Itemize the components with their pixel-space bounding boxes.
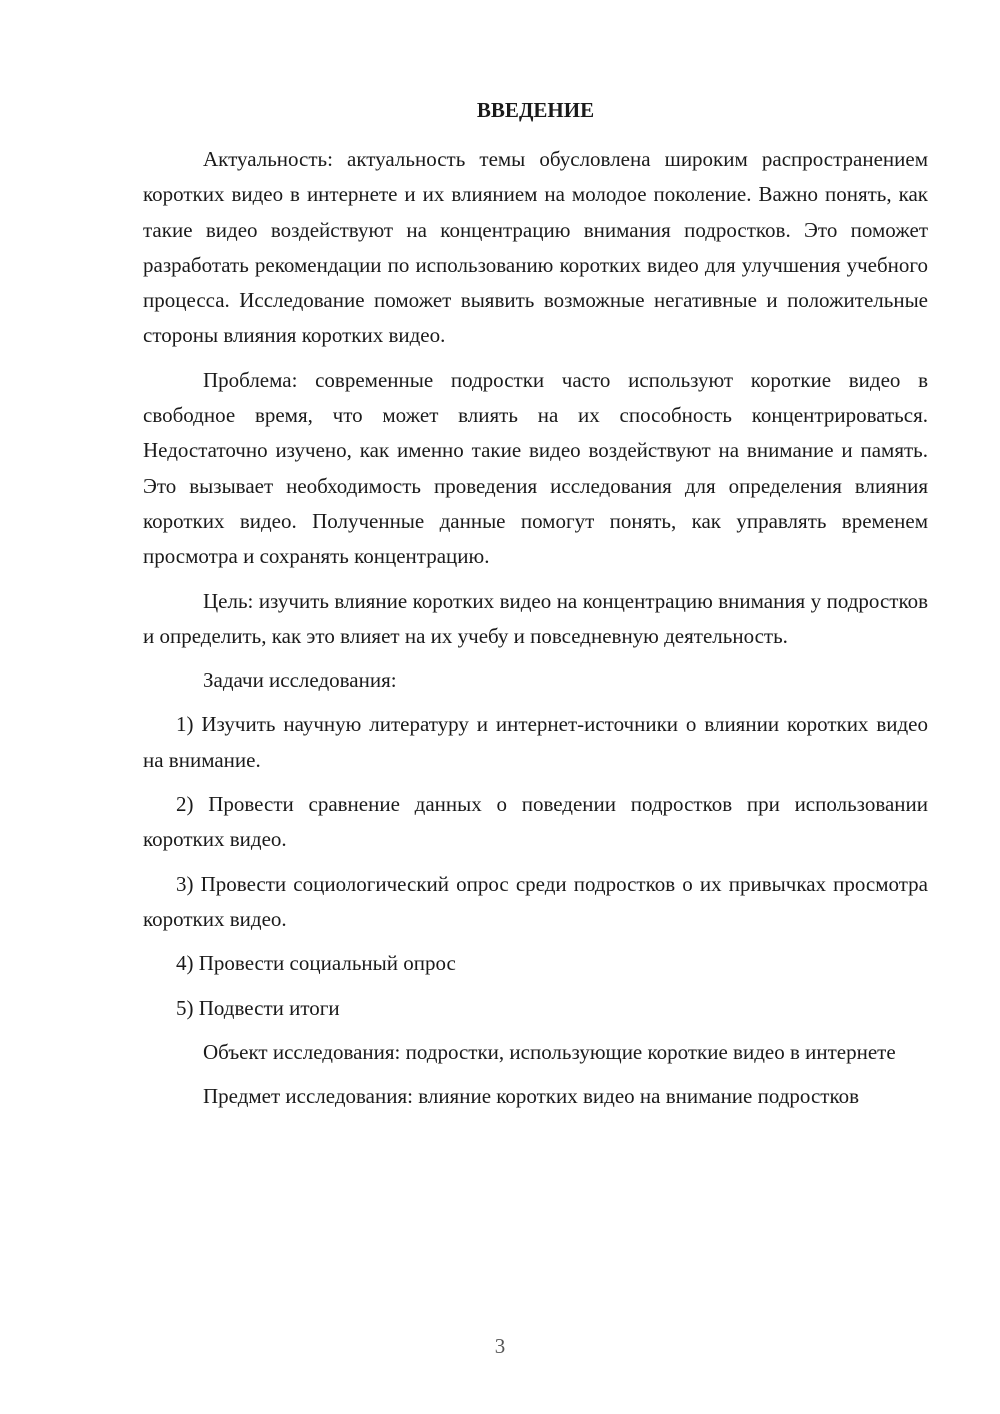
page-title: ВВЕДЕНИЕ xyxy=(476,98,595,122)
tasks-heading: Задачи исследования: xyxy=(203,668,397,693)
task-item-2: 2) Провести сравнение данных о поведении подростков при использовании коротких видео. xyxy=(143,792,928,852)
relevance-paragraph: Актуальность: актуальность темы обусловлена широким распространением коротких видео в интернете и их влиянием на молодое поколение. Важно понять, как такие видео воздействуют на концентрацию внимания подростков. Это поможет разработать рекомендации по использованию коротких видео для улучшения учебного процесса. Исследование поможет выявить возможные негативные и положительные стороны влияния коротких видео. xyxy=(143,147,928,348)
task-item-1: 1) Изучить научную литературу и интернет-источники о влиянии коротких видео на внимание. xyxy=(143,712,928,772)
goal-paragraph: Цель: изучить влияние коротких видео на концентрацию внимания у подростков и определить, как это влияет на их учебу и повседневную деятельность. xyxy=(143,588,928,648)
task-item-5: 5) Подвести итоги xyxy=(176,995,340,1020)
object-paragraph: Объект исследования: подростки, использующие короткие видео в интернете xyxy=(203,1039,896,1064)
task-item-4: 4) Провести социальный опрос xyxy=(176,951,456,976)
page-number: 3 xyxy=(494,1334,506,1358)
task-item-3: 3) Провести социологический опрос среди подростков о их привычках просмотра коротких видео. xyxy=(143,871,928,931)
problem-paragraph: Проблема: современные подростки часто используют короткие видео в свободное время, что может влиять на их способность концентрироваться. Недостаточно изучено, как именно такие видео воздействуют на внимание и память. Это вызывает необходимость проведения исследования для определения влияния коротких видео. Полученные данные помогут понять, как управлять временем просмотра и сохранять концентрацию. xyxy=(143,367,928,569)
subject-paragraph: Предмет исследования: влияние коротких видео на внимание подростков xyxy=(203,1084,860,1109)
